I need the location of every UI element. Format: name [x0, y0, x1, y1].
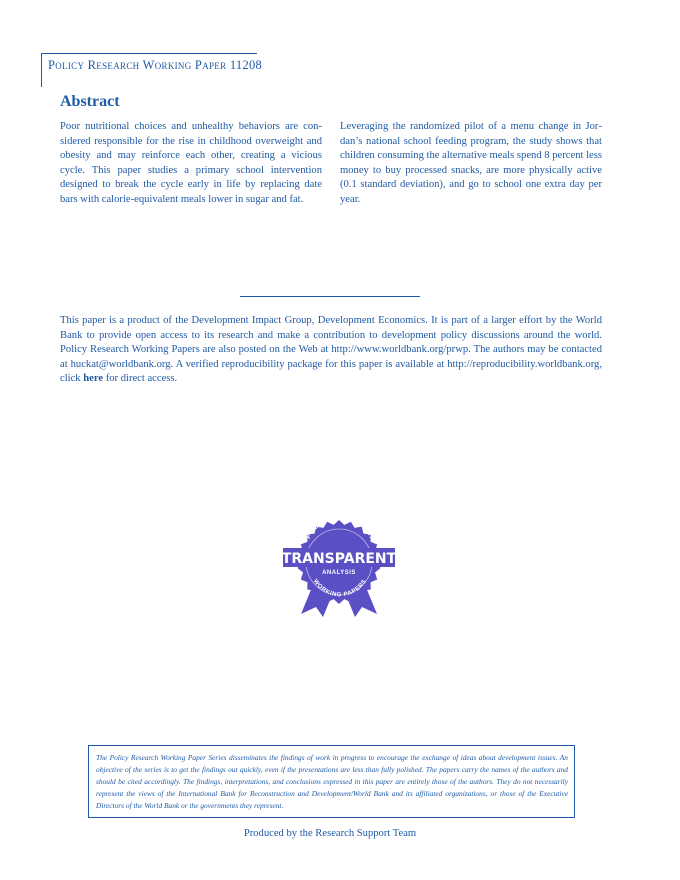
- footer-credit: Produced by the Research Support Team: [243, 828, 417, 839]
- direct-access-link[interactable]: here: [83, 373, 104, 385]
- product-text-end: for direct access.: [103, 373, 178, 385]
- header-left-rule: [41, 53, 42, 87]
- product-statement: [60, 314, 602, 387]
- badge-sub-text: ANALYSIS: [322, 570, 356, 576]
- abstract-right-column: Leveraging the randomized pilot of a menu change in Jordan’s national school feeding program, the study shows that children consuming the alternative meals spend 8 percent less money to buy processed snacks, are more physically active (0.1 standard deviation), and go to school one extra day per year.: [340, 121, 602, 205]
- series-title: Policy Research Working Paper 11208: [48, 58, 263, 72]
- badge-main-text: TRANSPARENT: [281, 551, 397, 567]
- product-text-start: This paper is a product of the Development Impact Group, Development Economics. It is part of a larger effort by the World Bank to provide open access to its research and make a contribution to development policy discussions around the world. Policy Research Working Papers are also posted on the Web at http://www.worldbank.org/prwp. The authors may be contacted at huckat@worldbank.org. A verified reproducibility package for this paper is available at http://reproducibility.worldbank.org, click: [60, 315, 602, 385]
- section-divider: [240, 296, 420, 297]
- series-disclaimer-text: The Policy Research Working Paper Series disseminates the findings of work in progress to encourage the exchange of ideas about development issues. An objective of the series is to get the findings out quickly, even if the presentations are less than fully polished. The papers carry the names of the authors and should be cited accordingly. The findings, interpretations, and conclusions expressed in this paper are entirely those of the authors. They do not necessarily represent the views of the International Bank for Reconstruction and Development/World Bank and its affiliated organizations, or those of the Executive Directors of the World Bank or the governments they represent.: [96, 753, 568, 810]
- badge-arc-top: POLICY RESEARCH: [305, 513, 375, 541]
- abstract-left-column: Poor nutritional choices and unhealthy behaviors are considered responsible for the rise in childhood overweight and obesity and may reinforce each other, creating a vicious cycle. This paper studies a primary school intervention designed to break the cycle early in life by replacing date bars with calorie-equivalent meals lower in sugar and fat.: [60, 121, 322, 205]
- abstract-heading: Abstract: [60, 93, 120, 110]
- badge-arc-bottom: WORKING PAPERS: [311, 578, 369, 599]
- transparent-analysis-badge: [281, 510, 397, 620]
- series-header: [41, 53, 263, 87]
- header-top-rule: [41, 53, 257, 54]
- series-disclaimer-box: [88, 745, 575, 818]
